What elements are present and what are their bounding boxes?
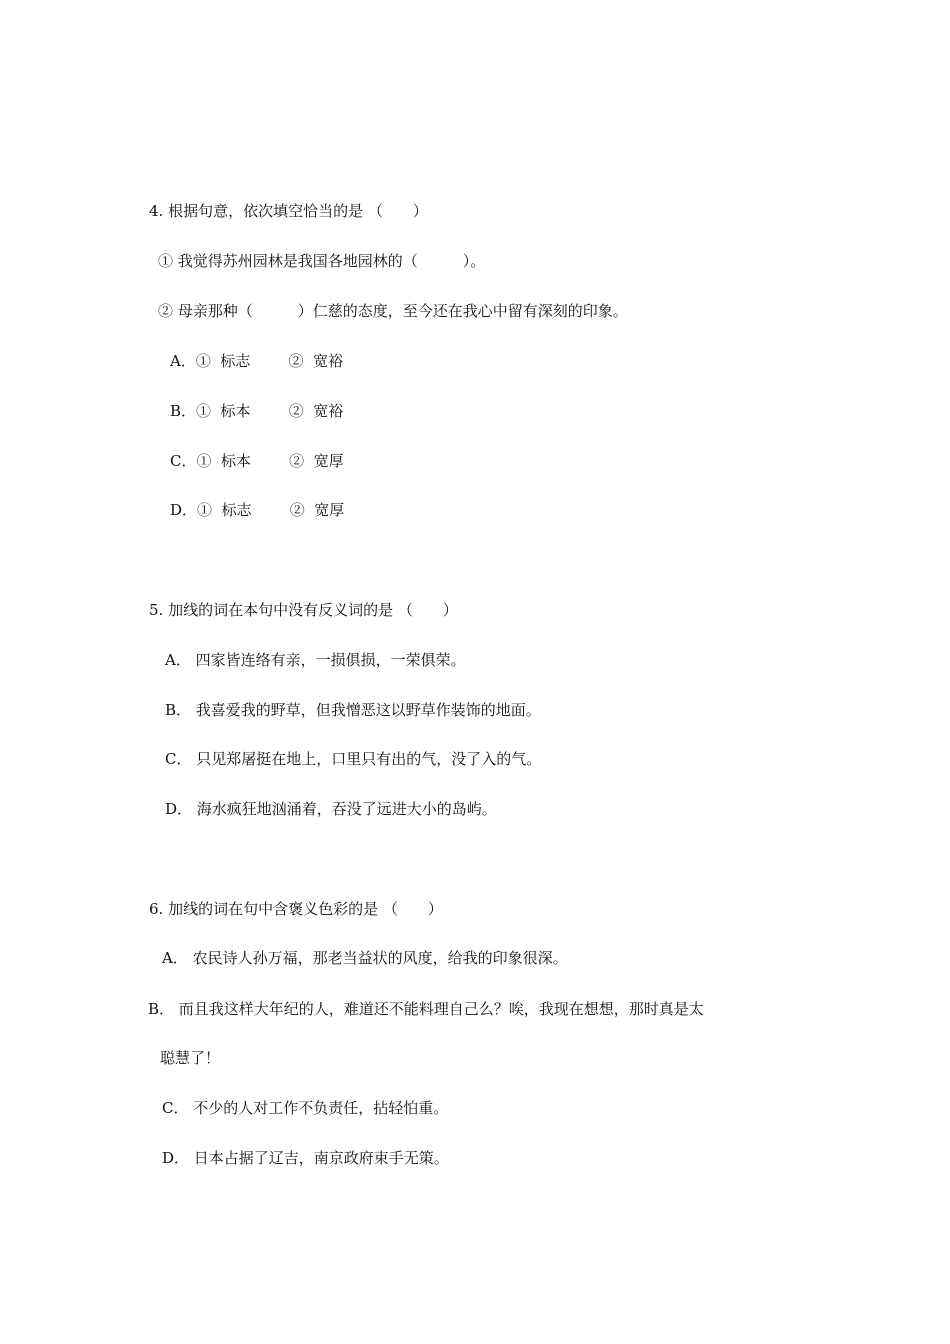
question-4-option-c: C．① 标本 ② 宽厚 [170,452,344,470]
question-4-option-b: B．① 标本 ② 宽裕 [170,402,344,420]
question-4-stem: 4. 根据句意，依次填空恰当的是 （ ） [149,202,428,220]
question-4-option-a: A．① 标志 ② 宽裕 [170,352,344,370]
question-4-sentence-2: ② 母亲那种（ ）仁慈的态度，至今还在我心中留有深刻的印象。 [158,302,628,320]
question-6-option-b-line-1: B． 而且我这样大年纪的人，难道还不能料理自己么？唉，我现在想想，那时真是太 [148,1000,704,1018]
question-4-sentence-1: ① 我觉得苏州园林是我国各地园林的（ ）。 [158,252,486,270]
question-5-option-b: B． 我喜爱我的野草，但我憎恶这以野草作装饰的地面。 [165,701,541,719]
question-5-option-a: A． 四家皆连络有亲，一损俱损，一荣俱荣。 [165,651,466,669]
question-5-option-d: D． 海水疯狂地汹涌着，吞没了远进大小的岛屿。 [165,800,497,818]
question-5-option-c: C． 只见郑屠挺在地上，口里只有出的气，没了入的气。 [165,750,542,768]
question-6-option-b-line-2: 聪慧了！ [160,1049,221,1067]
question-6-stem: 6. 加线的词在句中含褒义色彩的是 （ ） [149,900,443,918]
question-6-option-c: C． 不少的人对工作不负责任，拈轻怕重。 [162,1099,449,1117]
question-4-option-d: D．① 标志 ② 宽厚 [170,501,345,519]
question-6-option-d: D． 日本占据了辽吉，南京政府束手无策。 [162,1149,449,1167]
question-5-stem: 5. 加线的词在本句中没有反义词的是 （ ） [149,601,458,619]
question-6-option-a: A． 农民诗人孙万福，那老当益状的风度，给我的印象很深。 [162,949,568,967]
